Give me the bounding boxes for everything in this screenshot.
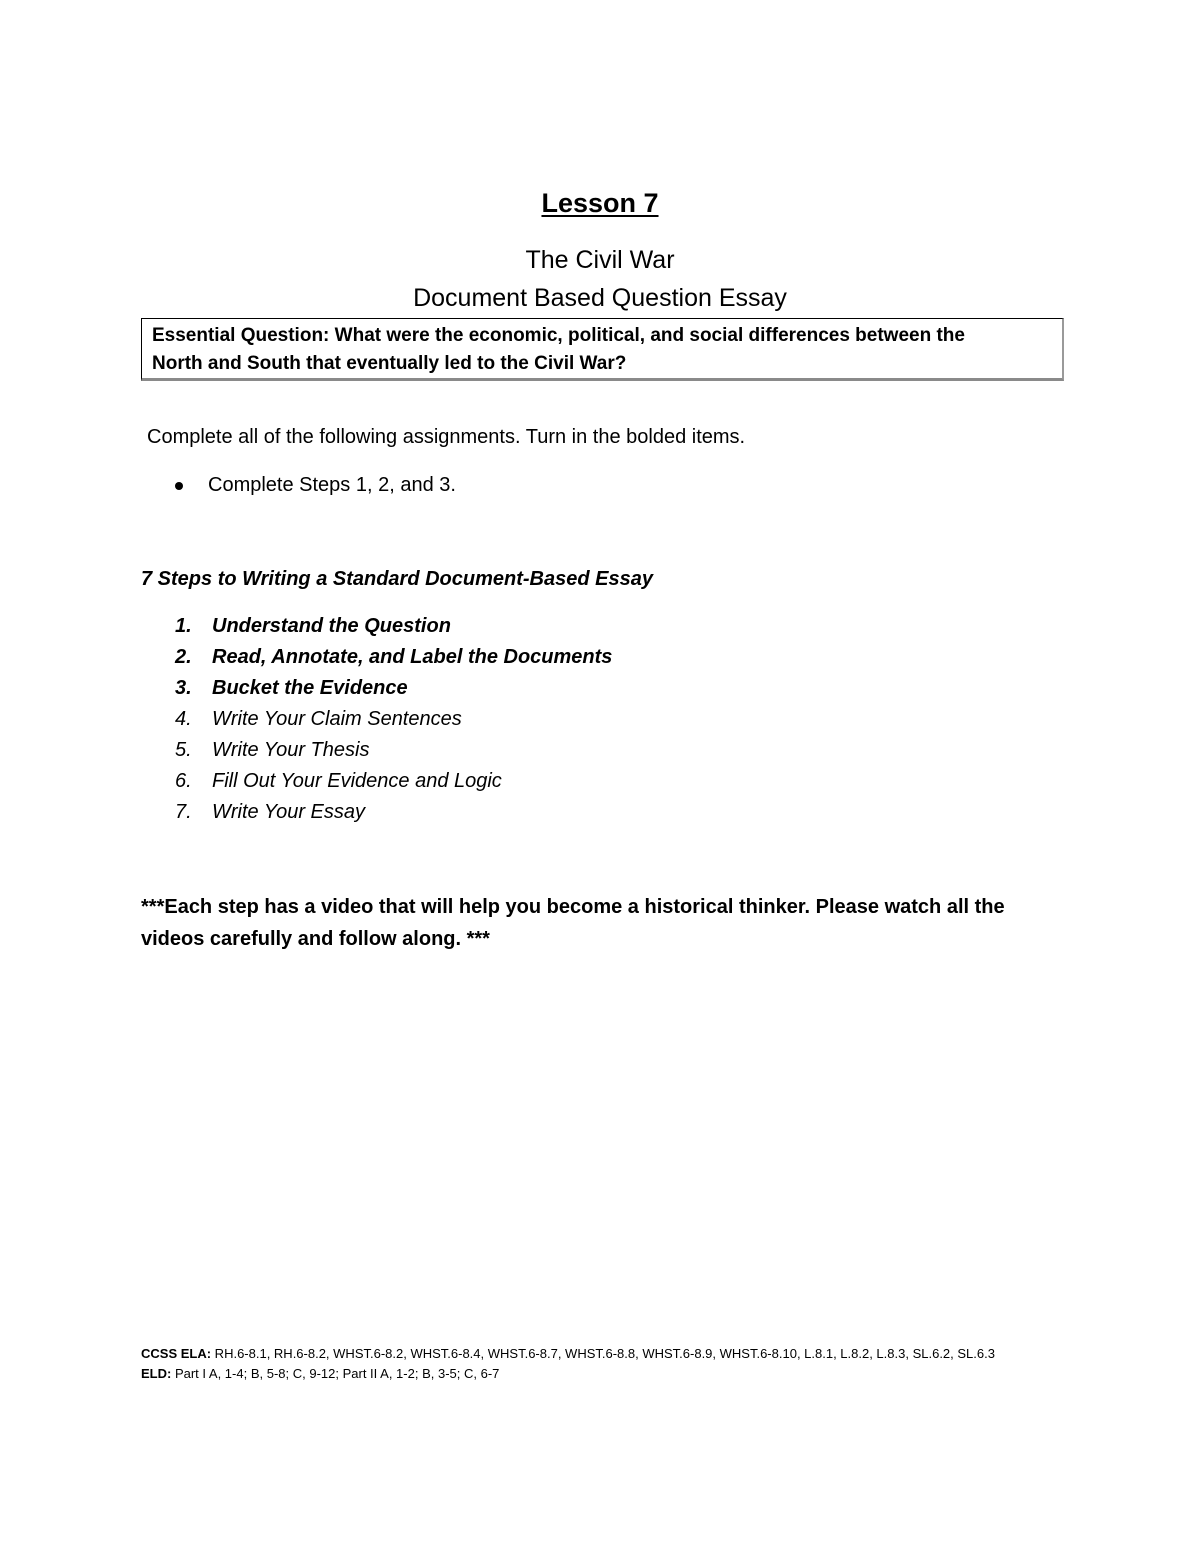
ccss-standards — [141, 1344, 1061, 1364]
step-text: Fill Out Your Evidence and Logic — [212, 770, 502, 792]
step-number: 6. — [175, 770, 192, 792]
step-number: 7. — [175, 801, 192, 823]
step-number: 1. — [175, 615, 192, 637]
step-text: Write Your Claim Sentences — [212, 708, 462, 730]
document-subtitle: Document Based Question Essay — [413, 284, 787, 312]
step-text: Write Your Essay — [212, 801, 366, 823]
essential-question-line-2: North and South that eventually led to the Civil War? — [152, 353, 627, 374]
step-item — [175, 767, 612, 798]
bullet-text: Complete Steps 1, 2, and 3. — [208, 474, 456, 496]
eld-label: ELD: — [141, 1366, 172, 1381]
step-item — [175, 612, 612, 643]
step-number: 5. — [175, 739, 192, 761]
step-number: 4. — [175, 708, 192, 730]
bullet-item — [175, 474, 456, 497]
step-item — [175, 736, 612, 767]
step-item — [175, 643, 612, 674]
ccss-label: CCSS ELA: — [141, 1346, 212, 1361]
unit-title: The Civil War — [525, 246, 675, 274]
step-number: 2. — [175, 646, 192, 668]
steps-list — [175, 612, 612, 829]
step-item — [175, 705, 612, 736]
bullet-icon — [175, 482, 183, 490]
step-item — [175, 798, 612, 829]
step-text: Write Your Thesis — [212, 739, 370, 761]
ccss-text: RH.6-8.1, RH.6-8.2, WHST.6-8.2, WHST.6-8.4, WHST.6-8.7, WHST.6-8.8, WHST.6-8.9, WHST.6-8.10, L.8.1, L.8.2, L.8.3, SL.6.2, SL.6.3 — [211, 1346, 995, 1361]
eld-standards — [141, 1364, 1061, 1384]
step-item — [175, 674, 612, 705]
standards-footer — [141, 1344, 1061, 1384]
essential-question-box — [141, 318, 1064, 381]
lesson-title: Lesson 7 — [541, 188, 659, 218]
eld-text: Part I A, 1-4; B, 5-8; C, 9-12; Part II A, 1-2; B, 3-5; C, 6-7 — [171, 1366, 500, 1381]
essential-question-line-1: Essential Question: What were the economic, political, and social differences between the — [152, 325, 965, 346]
instructions-text: Complete all of the following assignments. Turn in the bolded items. — [147, 426, 746, 448]
video-note: ***Each step has a video that will help you become a historical thinker. Please watch all the videos carefully and follow along. *** — [141, 896, 1005, 950]
step-text: Read, Annotate, and Label the Documents — [212, 646, 613, 668]
step-text: Bucket the Evidence — [212, 677, 408, 699]
step-number: 3. — [175, 677, 192, 699]
steps-heading: 7 Steps to Writing a Standard Document-Based Essay — [141, 568, 653, 590]
step-text: Understand the Question — [212, 615, 451, 637]
